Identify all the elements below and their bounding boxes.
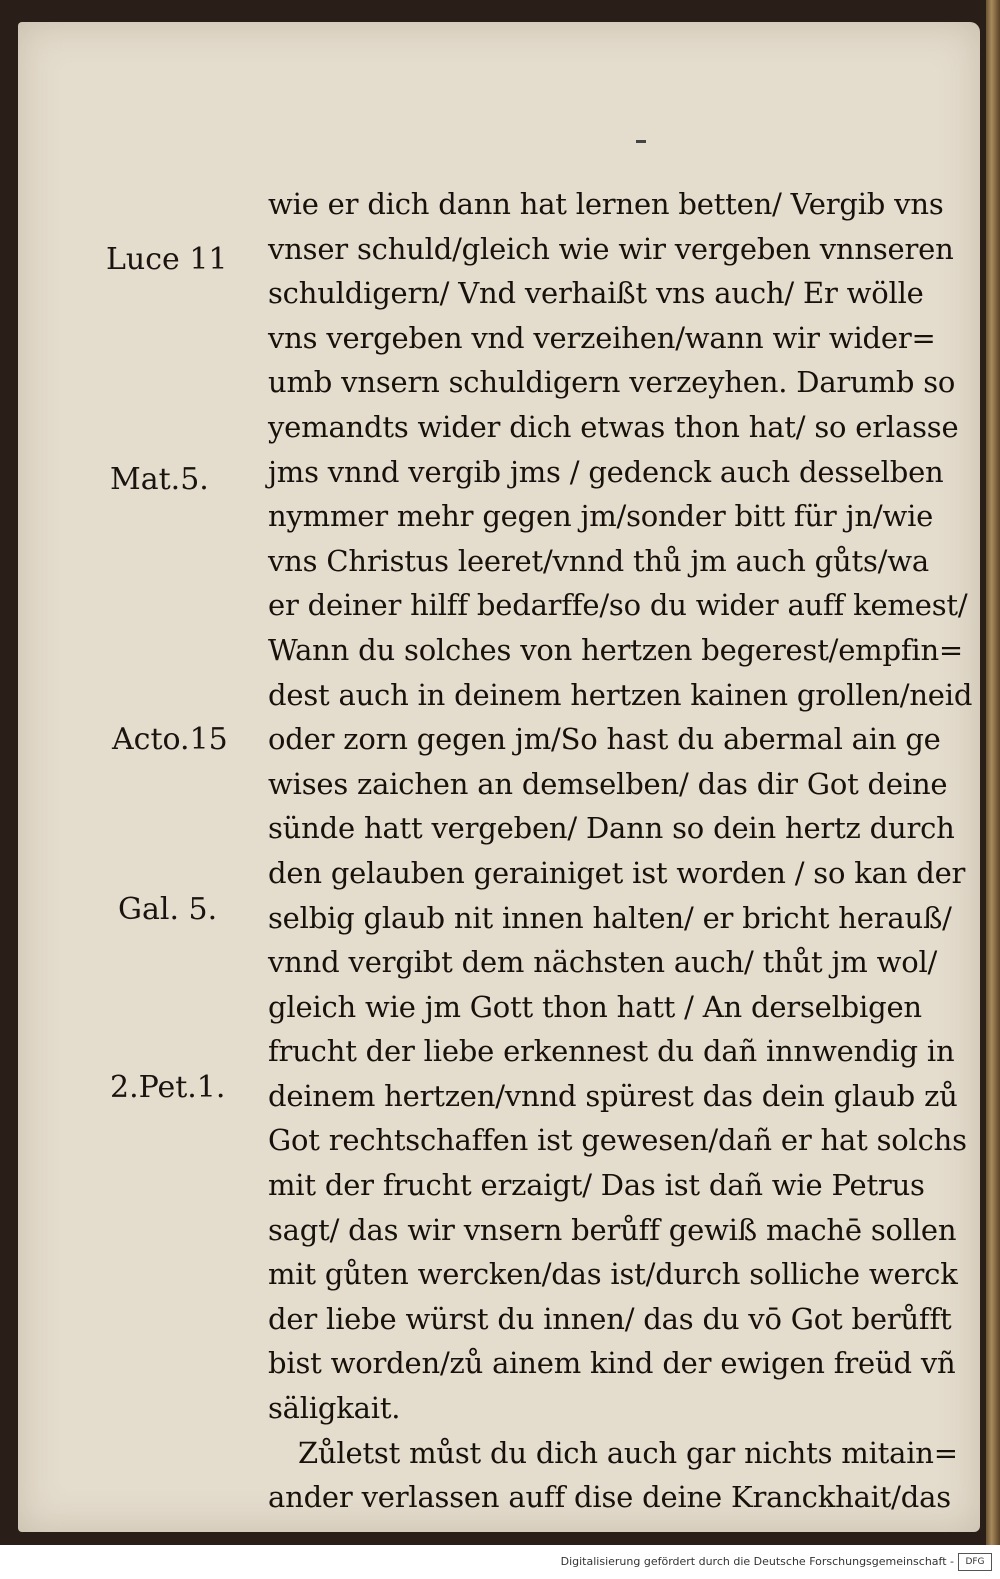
text-line: umb vnsern schuldigern verzeyhen. Darumb so — [268, 365, 956, 400]
margin-note: Gal. 5. — [118, 892, 218, 927]
text-line: wises zaichen an demselben/ das dir Got deine — [268, 766, 948, 801]
text-line: deinem hertzen/vnnd spürest das dein glaub zů — [268, 1078, 958, 1113]
text-line: Got rechtschaffen ist gewesen/dañ er hat solchs — [268, 1123, 967, 1158]
text-line: mit gůten wercken/das ist/durch solliche werck — [268, 1257, 958, 1292]
text-line: vns vergeben vnd verzeihen/wann wir wider= — [268, 320, 936, 355]
page-mark — [636, 140, 646, 143]
text-line: wie er dich dann hat lernen betten/ Vergib vns — [268, 187, 944, 221]
footer-bar — [0, 1545, 1000, 1579]
text-line: frucht der liebe erkennest du dañ innwendig in — [268, 1034, 955, 1069]
text-line: der liebe würst du innen/ das du vō Got berůfft — [268, 1301, 952, 1336]
book-page — [18, 22, 980, 1532]
margin-note: Luce 11 — [106, 242, 228, 277]
text-line: nymmer mehr gegen jm/sonder bitt für jn/wie — [268, 499, 934, 534]
margin-note: Acto.15 — [112, 722, 228, 757]
text-line: mit der frucht erzaigt/ Das ist dañ wie Petrus — [268, 1168, 925, 1203]
text-line: den gelauben gerainiget ist worden / so kan der — [268, 855, 966, 890]
margin-note: 2.Pet.1. — [110, 1070, 226, 1105]
text-line: oder zorn gegen jm/So hast du abermal ain ge — [268, 722, 941, 757]
dfg-logo: DFG — [958, 1553, 992, 1571]
text-line: ander verlassen auff dise deine Kranckhait/das — [268, 1480, 951, 1515]
text-line: selbig glaub nit innen halten/ er bricht herauß/ — [268, 900, 952, 935]
margin-note: Mat.5. — [110, 462, 209, 497]
text-line: sagt/ das wir vnsern berůff gewiß machē sollen — [268, 1212, 957, 1247]
text-line: vnser schuld/gleich wie wir vergeben vnnseren — [268, 231, 954, 266]
text-line: sünde hatt vergeben/ Dann so dein hertz durch — [268, 811, 955, 846]
text-line: Wann du solches von hertzen begerest/empfin= — [268, 632, 964, 667]
text-line: er deiner hilff bedarffe/so du wider auff kemest/ — [268, 588, 968, 623]
text-line: säligkait. — [268, 1391, 401, 1426]
text-line: vnnd vergibt dem nächsten auch/ thůt jm wol/ — [268, 945, 938, 980]
text-line: gleich wie jm Gott thon hatt / An derselbigen — [268, 989, 922, 1024]
text-line: jms vnnd vergib jms / gedenck auch desselben — [268, 454, 944, 489]
text-line: schuldigern/ Vnd verhaißt vns auch/ Er wölle — [268, 276, 924, 311]
text-line: dest auch in deinem hertzen kainen grollen/neid — [268, 677, 973, 712]
text-line: Zůletst můst du dich auch gar nichts mitain= — [298, 1435, 958, 1470]
text-line: vns Christus leeret/vnnd thů jm auch gůts/wa — [268, 543, 929, 578]
footer-credit: Digitalisierung gefördert durch die Deutsche Forschungsgemeinschaft - — [560, 1555, 954, 1568]
body-text — [268, 182, 978, 1520]
text-line: bist worden/zů ainem kind der ewigen freüd vñ — [268, 1346, 956, 1381]
page-edge — [986, 0, 1000, 1545]
text-line: yemandts wider dich etwas thon hat/ so erlasse — [268, 409, 959, 444]
